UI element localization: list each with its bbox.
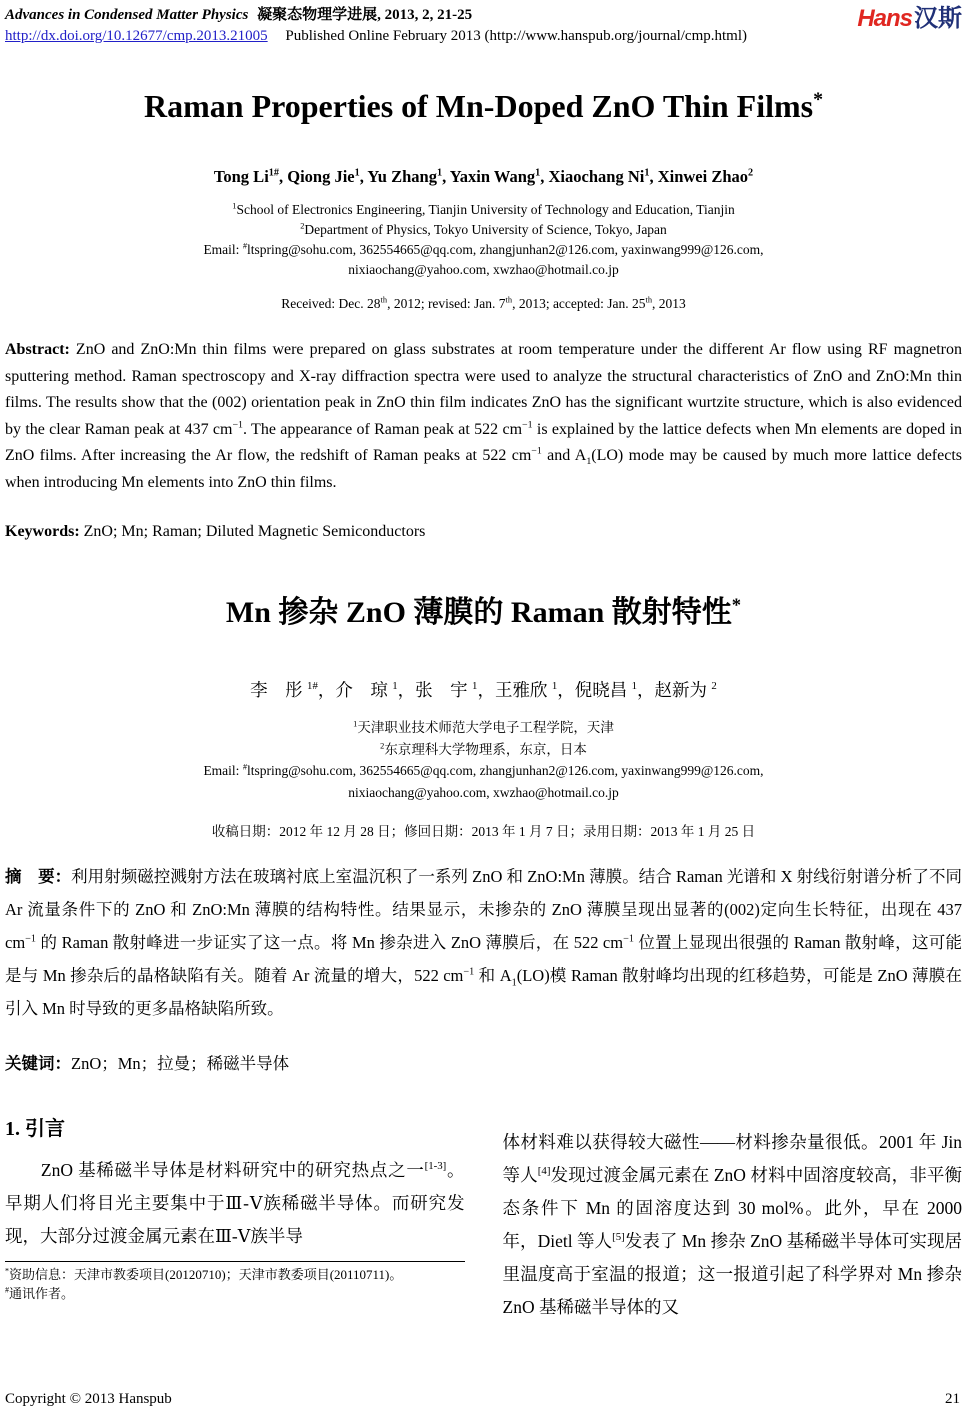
body-columns (5, 1114, 962, 1324)
intro-paragraph-right: 体材料难以获得较大磁性——材料掺杂量很低。2001 年 Jin 等人[4]发现过渡金属元素在 ZnO 材料中固溶度较高，非平衡态条件下 Mn 的固溶度达到 30 mol%。此外，早在 2000 年，Dietl 等人[5]发表了 Mn 掺杂 ZnO 基稀磁半导体可实现居里温度高于室温的报道；这一报道引起了科学界对 Mn 掺杂 ZnO 基稀磁半导体的又 (502, 1132, 962, 1318)
article-title-en: Raman Properties of Mn-Doped ZnO Thin Films* (144, 88, 823, 124)
journal-header (5, 5, 962, 47)
email-line-2: nixiaochang@yahoo.com, xwzhao@hotmail.co.jp (348, 262, 619, 278)
keywords-en: Keywords: ZnO; Mn; Raman; Diluted Magnetic Semiconductors (5, 523, 426, 541)
page-number: 21 (945, 1391, 960, 1407)
received-dates-cn: 收稿日期：2012 年 12 月 28 日；修回日期：2013 年 1 月 7 日；录用日期：2013 年 1 月 25 日 (211, 824, 756, 840)
received-dates-en: Received: Dec. 28th, 2012; revised: Jan. 7th, 2013; accepted: Jan. 25th, 2013 (281, 295, 686, 312)
doi-line (5, 26, 747, 47)
affiliation-en-1: $^1$School of Electronics Engineering, Tianjin University of Technology and Education, Tianjin (232, 201, 735, 218)
footnote-funding: *资助信息：天津市教委项目(20120710)；天津市教委项目(20110711)。 (5, 1267, 403, 1283)
article-title-cn: Mn 掺杂 ZnO 薄膜的 Raman 散射特性* (225, 595, 742, 630)
footnote-corresponding-author: #通讯作者。 (5, 1286, 75, 1302)
abstract-cn: 摘 要：利用射频磁控溅射方法在玻璃衬底上室温沉积了一系列 ZnO 和 ZnO:Mn 薄膜。结合 Raman 光谱和 X 射线衍射谱分析了不同 Ar 流量条件下的 ZnO 和 ZnO:Mn 薄膜的结构特性。结果显示，未掺杂的 ZnO 薄膜呈现出显著的(002)定向生长特征，出现在 437 $cm^{-1}$ 的 Raman 散射峰进一步证实了这一点。将 Mn 掺杂进入 ZnO 薄膜后，在 522 $cm^{-1}$ 位置上显现出很强的 Raman 散射峰，这可能是与 Mn 掺杂后的晶格缺陷有关。随着 Ar 流量的增大，522 $cm^{-1}$ 和 $A_1(LO)$模 Raman 散射峰均出现的红移趋势，可能是 ZnO 薄膜在引入 Mn 时导致的更多晶格缺陷所致。 (5, 867, 962, 1019)
journal-title-line (5, 5, 747, 26)
published-online-text: Published Online February 2013 (http://www.hanspub.org/journal/cmp.html) (285, 28, 748, 44)
authors-cn: 李 彤 $^{1\#}$，介 琼 $^1$，张 宇 $^1$，王雅欣 $^1$，倪晓昌 $^1$，赵新为 $^2$ (250, 680, 717, 701)
hans-logo-latin: Hans (857, 5, 912, 32)
right-column (503, 1114, 963, 1324)
affiliation-en-2: $^2$Department of Physics, Tokyo University of Science, Tokyo, Japan (300, 221, 667, 238)
journal-name-cn: 凝聚态物理学进展, 2013, 2, 21-25 (257, 7, 473, 23)
affiliation-cn-1: $^1$天津职业技术师范大学电子工程学院，天津 (353, 719, 614, 736)
authors-en: Tong $Li^{1\#}$, Qiong Jie$^1$, Yu Zhang$^1$, Yaxin Wang$^1$, Xiaochang Ni$^1$, Xinwei Zhao$^2$ (213, 167, 754, 187)
email-cn-line-1: Email: #ltspring@sohu.com, 362554665@qq.com, zhangjunhan2@126.com, yaxinwang999@126.com, (203, 762, 764, 779)
abstract-en: Abstract: ZnO and ZnO:Mn thin films were prepared on glass substrates at room temperature under the different Ar flow using RF magnetron sputtering method. Raman spectroscopy and X-ray diffraction spectra were used to analyze the structural characteristics of ZnO and ZnO:Mn thin films. The results show that the (002) orientation peak in ZnO thin film indicates ZnO has the significant wurtzite structure, which is also evidenced by the clear Raman peak at 437 $cm^{-1}$. The appearance of Raman peak at 522 $cm^{-1}$ is explained by the lattice defects when Mn elements are doped in ZnO films. After increasing the Ar flow, the redshift of Raman peaks at 522 $cm^{-1}$ and $A_1(LO)$ mode may be caused by much more lattice defects when introducing Mn elements into ZnO thin films. (5, 341, 963, 491)
affiliations-en (5, 200, 962, 280)
intro-paragraph-left: ZnO 基稀磁半导体是材料研究中的研究热点之一[1-3]。早期人们将目光主要集中于Ⅲ-Ⅴ族稀磁半导体。而研究发现，大部分过渡金属元素在Ⅲ-Ⅴ族半导 (5, 1160, 465, 1247)
hans-logo-cn: 汉斯 (914, 5, 962, 32)
page-footer (5, 1391, 960, 1408)
left-column (5, 1114, 465, 1324)
affiliations-cn (5, 717, 962, 803)
footnote-block (5, 1261, 465, 1303)
email-line-1: Email: #ltspring@sohu.com, 362554665@qq.com, zhangjunhan2@126.com, yaxinwang999@126.com, (203, 241, 764, 258)
journal-name-en: Advances in Condensed Matter Physics (5, 7, 249, 23)
affiliation-cn-2: $^2$东京理科大学物理系，东京，日本 (380, 741, 587, 757)
footnote-divider (5, 1261, 465, 1262)
email-cn-line-2: nixiaochang@yahoo.com, xwzhao@hotmail.co.jp (348, 784, 619, 800)
doi-link[interactable]: http://dx.doi.org/10.12677/cmp.2013.21005 (5, 28, 268, 44)
section-heading-introduction: 1. 引言 (5, 1118, 65, 1141)
journal-header-text (5, 5, 747, 47)
hans-publisher-logo (857, 5, 962, 31)
copyright-text: Copyright © 2013 Hanspub (5, 1391, 172, 1407)
keywords-cn: 关键词：ZnO；Mn；拉曼；稀磁半导体 (5, 1054, 290, 1074)
